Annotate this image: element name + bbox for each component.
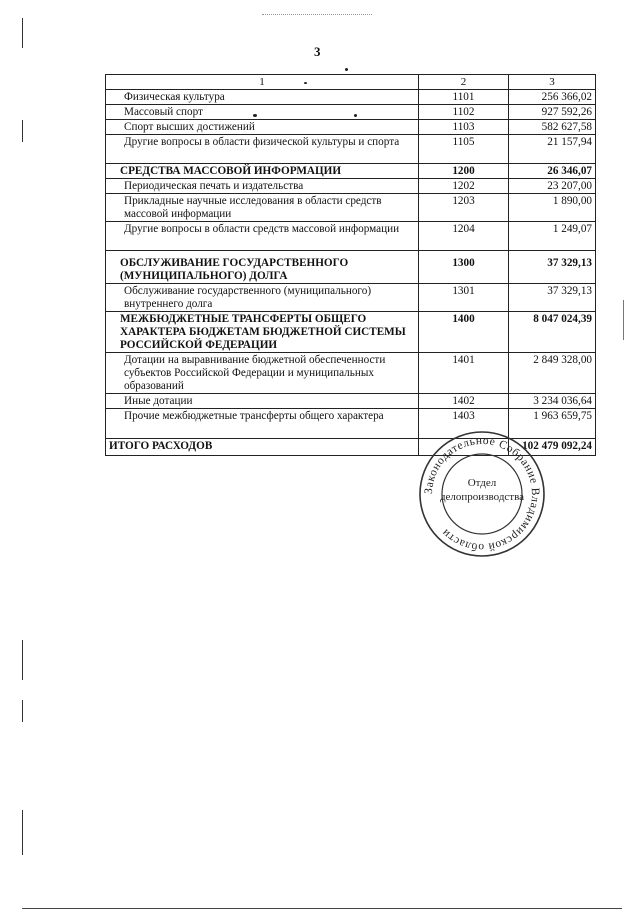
table-row <box>106 135 596 164</box>
scan-edge-mark <box>623 300 624 340</box>
row-sum: 3 234 036,64 <box>509 394 596 409</box>
stamp-ring-text: Законодательное Собрание Владимирской области <box>422 434 542 554</box>
row-name: Физическая культура <box>106 90 419 105</box>
table-row <box>106 353 596 394</box>
row-code: 1403 <box>419 409 509 439</box>
row-code: 1105 <box>419 135 509 164</box>
expenditure-table <box>105 74 596 456</box>
row-sum: 582 627,58 <box>509 120 596 135</box>
table-row <box>106 194 596 222</box>
row-name: Спорт высших достижений <box>106 120 419 135</box>
table-row <box>106 90 596 105</box>
row-code: 1402 <box>419 394 509 409</box>
row-sum: 2 849 328,00 <box>509 353 596 394</box>
section-sum: 8 047 024,39 <box>509 312 596 353</box>
row-sum: 23 207,00 <box>509 179 596 194</box>
row-name: Периодическая печать и издательства <box>106 179 419 194</box>
row-sum: 927 592,26 <box>509 105 596 120</box>
office-stamp <box>418 430 546 558</box>
total-label: ИТОГО РАСХОДОВ <box>106 439 419 456</box>
header-col-3: 3 <box>509 75 596 90</box>
row-code: 1203 <box>419 194 509 222</box>
scan-bottom-edge <box>22 908 622 909</box>
row-sum: 37 329,13 <box>509 284 596 312</box>
section-sum: 37 329,13 <box>509 251 596 284</box>
scan-edge-mark <box>22 640 23 680</box>
section-code: 1400 <box>419 312 509 353</box>
scan-speck <box>345 68 348 71</box>
total-sum: 102 479 092,24 <box>509 439 596 456</box>
scan-edge-mark <box>22 810 23 855</box>
section-sum: 26 346,07 <box>509 164 596 179</box>
table-row-section <box>106 312 596 353</box>
scan-noise-top <box>262 14 372 19</box>
row-name: Другие вопросы в области средств массовой информации <box>106 222 419 251</box>
table-row <box>106 222 596 251</box>
row-code: 1101 <box>419 90 509 105</box>
row-code: 1204 <box>419 222 509 251</box>
header-col-1: 1 <box>106 75 419 90</box>
table-header-row <box>106 75 596 90</box>
row-code: 1301 <box>419 284 509 312</box>
table-row <box>106 284 596 312</box>
section-name: ОБСЛУЖИВАНИЕ ГОСУДАРСТВЕННОГО (МУНИЦИПАЛЬНОГО) ДОЛГА <box>106 251 419 284</box>
stamp-center-line1: Отдел <box>467 477 497 489</box>
table-row <box>106 120 596 135</box>
row-sum: 1 963 659,75 <box>509 409 596 439</box>
header-col-2: 2 <box>419 75 509 90</box>
table-row-section <box>106 251 596 284</box>
section-name: МЕЖБЮДЖЕТНЫЕ ТРАНСФЕРТЫ ОБЩЕГО ХАРАКТЕРА БЮДЖЕТАМ БЮДЖЕТНОЙ СИСТЕМЫ РОССИЙСКОЙ ФЕДЕРАЦИИ <box>106 312 419 353</box>
table-row <box>106 105 596 120</box>
scan-edge-mark <box>22 120 23 142</box>
row-name: Прикладные научные исследования в области средств массовой информации <box>106 194 419 222</box>
row-code: 1103 <box>419 120 509 135</box>
row-name: Прочие межбюджетные трансферты общего характера <box>106 409 419 439</box>
row-name: Дотации на выравнивание бюджетной обеспеченности субъектов Российской Федерации и муниципальных образований <box>106 353 419 394</box>
row-sum: 256 366,02 <box>509 90 596 105</box>
table-row-section <box>106 164 596 179</box>
row-sum: 1 249,07 <box>509 222 596 251</box>
row-code: 1202 <box>419 179 509 194</box>
row-code: 1102 <box>419 105 509 120</box>
row-sum: 21 157,94 <box>509 135 596 164</box>
row-name: Обслуживание государственного (муниципального) внутреннего долга <box>106 284 419 312</box>
scan-edge-mark <box>22 700 23 722</box>
section-code: 1300 <box>419 251 509 284</box>
table-row <box>106 179 596 194</box>
row-code: 1401 <box>419 353 509 394</box>
row-name: Другие вопросы в области физической культуры и спорта <box>106 135 419 164</box>
section-code: 1200 <box>419 164 509 179</box>
section-name: СРЕДСТВА МАССОВОЙ ИНФОРМАЦИИ <box>106 164 419 179</box>
table-row <box>106 394 596 409</box>
page-number: 3 <box>314 44 321 59</box>
row-name: Иные дотации <box>106 394 419 409</box>
row-sum: 1 890,00 <box>509 194 596 222</box>
stamp-center-line2: делопроизводства <box>439 491 525 503</box>
row-name: Массовый спорт <box>106 105 419 120</box>
scan-edge-mark <box>22 18 23 48</box>
